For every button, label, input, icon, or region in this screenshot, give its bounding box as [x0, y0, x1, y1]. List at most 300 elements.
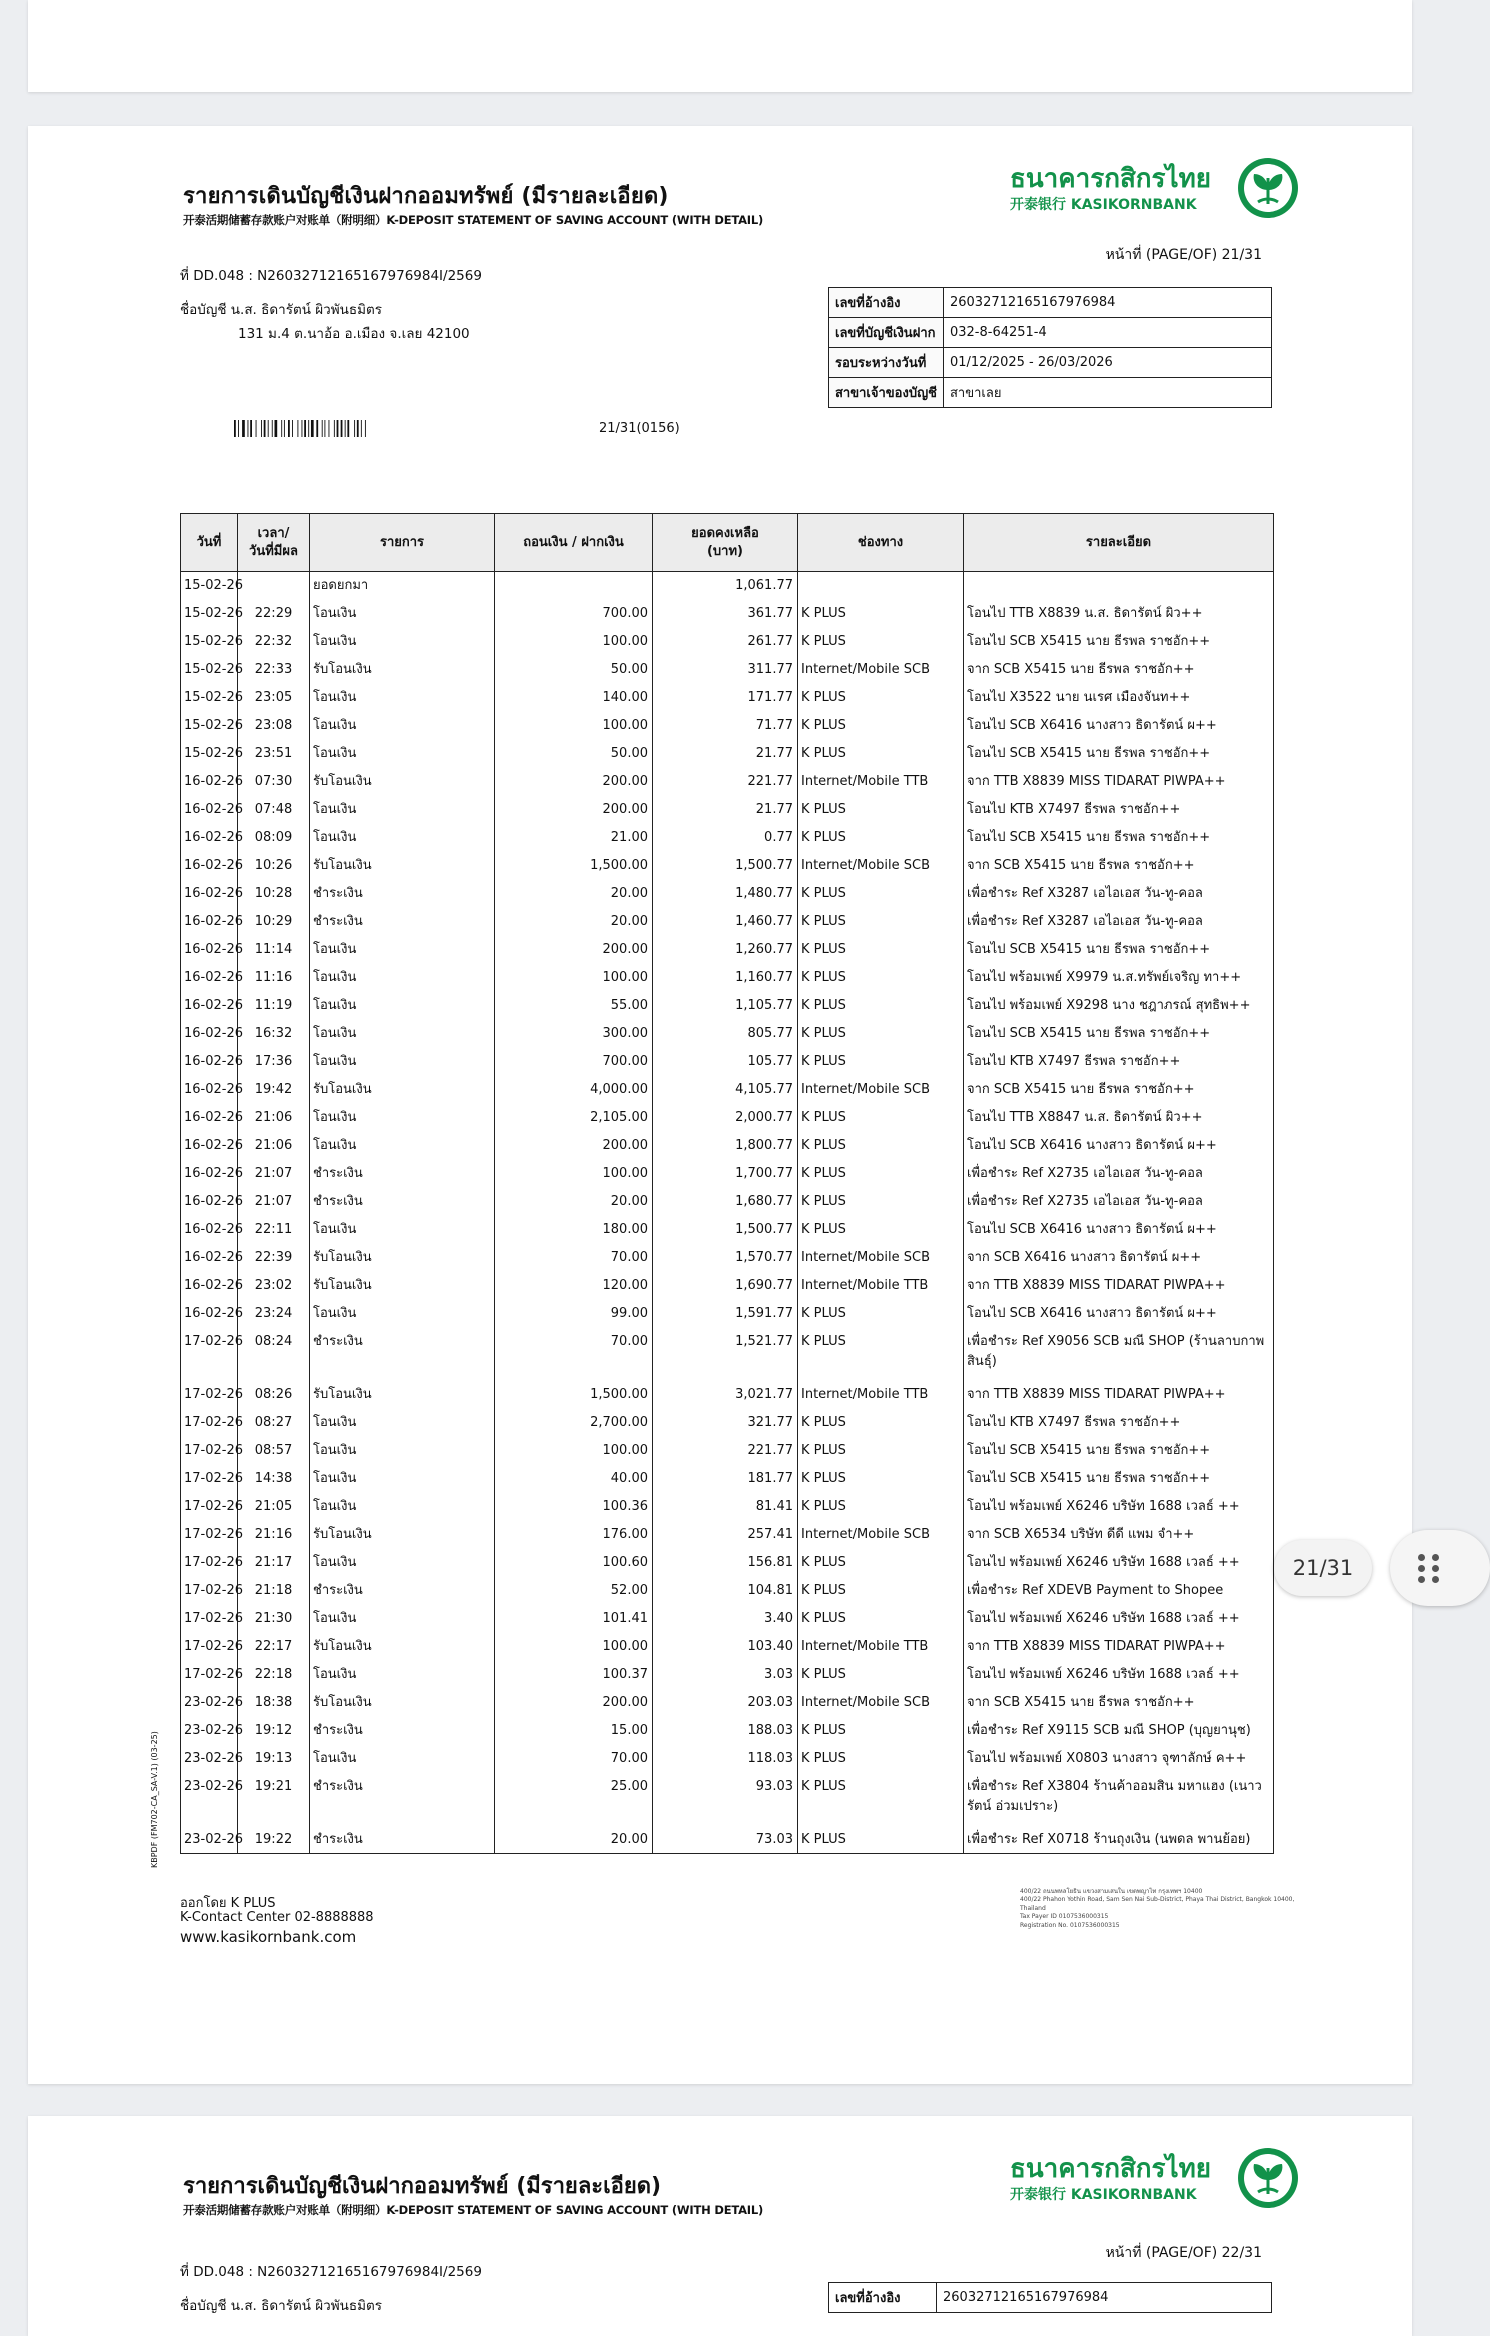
- table-row: [181, 1244, 1274, 1272]
- row-date: 16-02-26: [181, 1160, 238, 1188]
- row-amount: 100.37: [495, 1661, 653, 1689]
- row-detail: โอนไป TTB X8847 น.ส. ธิดารัตน์ ผิว++: [964, 1104, 1274, 1132]
- row-amount: 20.00: [495, 908, 653, 936]
- row-time: 23:02: [238, 1272, 310, 1300]
- transactions-table: [180, 513, 1274, 1854]
- row-date: 16-02-26: [181, 824, 238, 852]
- table-row: [181, 656, 1274, 684]
- row-time: 21:16: [238, 1521, 310, 1549]
- row-description: โอนเงิน: [310, 992, 495, 1020]
- row-date: 16-02-26: [181, 1132, 238, 1160]
- row-balance: 221.77: [653, 768, 798, 796]
- row-time: 19:22: [238, 1826, 310, 1854]
- row-channel: Internet/Mobile TTB: [798, 1381, 964, 1409]
- table-row: [181, 1773, 1274, 1826]
- row-time: 22:17: [238, 1633, 310, 1661]
- row-date: 16-02-26: [181, 964, 238, 992]
- row-balance: 1,061.77: [653, 572, 798, 600]
- row-description: โอนเงิน: [310, 796, 495, 824]
- row-time: 07:30: [238, 768, 310, 796]
- row-detail: เพื่อชำระ Ref X3287 เอไอเอส วัน-ทู-คอล: [964, 880, 1274, 908]
- row-date: 15-02-26: [181, 656, 238, 684]
- row-amount: 140.00: [495, 684, 653, 712]
- row-time: 19:13: [238, 1745, 310, 1773]
- row-time: 22:29: [238, 600, 310, 628]
- col-header-desc: รายการ: [310, 514, 495, 572]
- row-description: ชำระเงิน: [310, 908, 495, 936]
- account-info-box: [828, 287, 1272, 408]
- row-time: 23:51: [238, 740, 310, 768]
- next-account-name: ชื่อบัญชี น.ส. ธิดารัตน์ ผิวพันธมิตร: [180, 2298, 383, 2314]
- row-detail: เพื่อชำระ Ref XDEVB Payment to Shopee: [964, 1577, 1274, 1605]
- table-row: [181, 1020, 1274, 1048]
- row-amount: 200.00: [495, 1132, 653, 1160]
- row-time: 11:16: [238, 964, 310, 992]
- table-row: [181, 572, 1274, 600]
- table-row: [181, 908, 1274, 936]
- row-date: 15-02-26: [181, 684, 238, 712]
- row-time: 08:57: [238, 1437, 310, 1465]
- address-line: 400/22 Phahon Yothin Road, Sam Sen Nai Sub-District, Phaya Thai District, Bangkok 10400, Thailand: [1020, 1896, 1295, 1912]
- row-balance: 93.03: [653, 1773, 798, 1826]
- row-balance: 1,105.77: [653, 992, 798, 1020]
- row-detail: โอนไป SCB X6416 นางสาว ธิดารัตน์ ผ++: [964, 1216, 1274, 1244]
- row-amount: 1,500.00: [495, 1381, 653, 1409]
- row-balance: 221.77: [653, 1437, 798, 1465]
- row-time: 21:30: [238, 1605, 310, 1633]
- row-time: 21:17: [238, 1549, 310, 1577]
- row-time: 11:14: [238, 936, 310, 964]
- row-amount: 300.00: [495, 1020, 653, 1048]
- drag-dots-icon[interactable]: [1390, 1530, 1490, 1606]
- account-label: เลขที่บัญชีเงินฝาก: [829, 318, 944, 348]
- row-balance: 1,480.77: [653, 880, 798, 908]
- table-row: [181, 796, 1274, 824]
- table-row: [181, 1549, 1274, 1577]
- row-channel: K PLUS: [798, 1826, 964, 1854]
- row-detail: โอนไป พร้อมเพย์ X9298 นาง ชฎาภรณ์ สุทธิพ++: [964, 992, 1274, 1020]
- account-name: ชื่อบัญชี น.ส. ธิดารัตน์ ผิวพันธมิตร: [180, 302, 383, 318]
- row-date: 15-02-26: [181, 628, 238, 656]
- row-time: 23:08: [238, 712, 310, 740]
- row-balance: 118.03: [653, 1745, 798, 1773]
- table-row: [181, 880, 1274, 908]
- row-time: 10:29: [238, 908, 310, 936]
- row-time: 22:32: [238, 628, 310, 656]
- row-balance: 1,680.77: [653, 1188, 798, 1216]
- row-balance: 104.81: [653, 1577, 798, 1605]
- row-balance: 71.77: [653, 712, 798, 740]
- row-description: โอนเงิน: [310, 628, 495, 656]
- row-channel: K PLUS: [798, 712, 964, 740]
- row-description: โอนเงิน: [310, 1493, 495, 1521]
- table-row: [181, 1465, 1274, 1493]
- row-channel: K PLUS: [798, 1188, 964, 1216]
- row-date: 23-02-26: [181, 1745, 238, 1773]
- bank-name-en: 开泰银行 KASIKORNBANK: [1010, 2187, 1197, 2203]
- row-description: โอนเงิน: [310, 1605, 495, 1633]
- row-date: 17-02-26: [181, 1577, 238, 1605]
- row-balance: 1,260.77: [653, 936, 798, 964]
- row-amount: 200.00: [495, 936, 653, 964]
- row-detail: เพื่อชำระ Ref X9115 SCB มณี SHOP (บุญยานุช): [964, 1717, 1274, 1745]
- row-amount: 176.00: [495, 1521, 653, 1549]
- row-date: 16-02-26: [181, 936, 238, 964]
- row-detail: จาก SCB X5415 นาย ธีรพล ราชอัก++: [964, 1689, 1274, 1717]
- period-value: 01/12/2025 - 26/03/2026: [943, 348, 1271, 378]
- row-balance: 21.77: [653, 740, 798, 768]
- table-row: [181, 852, 1274, 880]
- row-amount: 70.00: [495, 1328, 653, 1381]
- row-date: 16-02-26: [181, 1300, 238, 1328]
- row-channel: K PLUS: [798, 1216, 964, 1244]
- row-balance: 2,000.77: [653, 1104, 798, 1132]
- row-balance: 1,690.77: [653, 1272, 798, 1300]
- row-detail: โอนไป SCB X6416 นางสาว ธิดารัตน์ ผ++: [964, 1132, 1274, 1160]
- row-channel: K PLUS: [798, 1605, 964, 1633]
- branch-label: สาขาเจ้าของบัญชี: [829, 378, 944, 408]
- table-row: [181, 1381, 1274, 1409]
- row-date: 17-02-26: [181, 1437, 238, 1465]
- table-row: [181, 1521, 1274, 1549]
- row-amount: 100.00: [495, 1633, 653, 1661]
- row-date: 16-02-26: [181, 908, 238, 936]
- barcode-reference: 21/31(0156): [599, 421, 680, 436]
- row-channel: K PLUS: [798, 1717, 964, 1745]
- row-description: รับโอนเงิน: [310, 1689, 495, 1717]
- table-row: [181, 1132, 1274, 1160]
- row-date: 16-02-26: [181, 1188, 238, 1216]
- next-page-number: หน้าที่ (PAGE/OF) 22/31: [1105, 2245, 1262, 2261]
- row-detail: โอนไป SCB X6416 นางสาว ธิดารัตน์ ผ++: [964, 712, 1274, 740]
- bank-logo: [1010, 156, 1300, 226]
- table-row: [181, 1104, 1274, 1132]
- row-balance: 1,160.77: [653, 964, 798, 992]
- row-balance: 105.77: [653, 1048, 798, 1076]
- row-balance: 361.77: [653, 600, 798, 628]
- row-time: 22:39: [238, 1244, 310, 1272]
- row-description: โอนเงิน: [310, 1549, 495, 1577]
- row-channel: Internet/Mobile TTB: [798, 1272, 964, 1300]
- row-amount: 2,105.00: [495, 1104, 653, 1132]
- table-row: [181, 936, 1274, 964]
- row-detail: โอนไป TTB X8839 น.ส. ธิดารัตน์ ผิว++: [964, 600, 1274, 628]
- row-detail: โอนไป SCB X5415 นาย ธีรพล ราชอัก++: [964, 1437, 1274, 1465]
- contact-center: K-Contact Center 02-8888888: [180, 1910, 374, 1925]
- row-balance: 21.77: [653, 796, 798, 824]
- ref-value: 26032712165167976984: [943, 288, 1271, 318]
- table-row: [181, 1577, 1274, 1605]
- row-amount: 50.00: [495, 740, 653, 768]
- row-date: 16-02-26: [181, 1272, 238, 1300]
- row-balance: 1,500.77: [653, 1216, 798, 1244]
- row-channel: K PLUS: [798, 1020, 964, 1048]
- row-description: โอนเงิน: [310, 740, 495, 768]
- row-description: ชำระเงิน: [310, 880, 495, 908]
- col-header-balance: ยอดคงเหลือ (บาท): [653, 514, 798, 572]
- row-detail: โอนไป SCB X5415 นาย ธีรพล ราชอัก++: [964, 936, 1274, 964]
- row-amount: 25.00: [495, 1773, 653, 1826]
- row-time: 11:19: [238, 992, 310, 1020]
- row-time: 18:38: [238, 1689, 310, 1717]
- row-amount: 700.00: [495, 600, 653, 628]
- row-balance: 1,570.77: [653, 1244, 798, 1272]
- row-description: รับโอนเงิน: [310, 656, 495, 684]
- row-channel: Internet/Mobile SCB: [798, 1521, 964, 1549]
- table-row: [181, 1745, 1274, 1773]
- col-header-date: วันที่: [181, 514, 238, 572]
- row-detail: เพื่อชำระ Ref X0718 ร้านถุงเงิน (นพดล พานย้อย): [964, 1826, 1274, 1854]
- row-detail: จาก SCB X6416 นางสาว ธิดารัตน์ ผ++: [964, 1244, 1274, 1272]
- row-description: รับโอนเงิน: [310, 1244, 495, 1272]
- row-amount: 40.00: [495, 1465, 653, 1493]
- row-amount: 2,700.00: [495, 1409, 653, 1437]
- row-detail: โอนไป SCB X5415 นาย ธีรพล ราชอัก++: [964, 1465, 1274, 1493]
- page-indicator[interactable]: 21/31: [1274, 1540, 1372, 1596]
- kasikorn-seal-icon: [1236, 156, 1300, 220]
- row-description: รับโอนเงิน: [310, 852, 495, 880]
- row-time: 21:07: [238, 1160, 310, 1188]
- row-amount: 4,000.00: [495, 1076, 653, 1104]
- row-amount: 100.00: [495, 712, 653, 740]
- row-description: โอนเงิน: [310, 684, 495, 712]
- row-detail: โอนไป SCB X5415 นาย ธีรพล ราชอัก++: [964, 740, 1274, 768]
- row-description: ชำระเงิน: [310, 1826, 495, 1854]
- row-description: โอนเงิน: [310, 1465, 495, 1493]
- table-row: [181, 628, 1274, 656]
- col-header-channel: ช่องทาง: [798, 514, 964, 572]
- row-time: 08:09: [238, 824, 310, 852]
- row-channel: K PLUS: [798, 964, 964, 992]
- row-date: 17-02-26: [181, 1493, 238, 1521]
- row-detail: โอนไป พร้อมเพย์ X6246 บริษัท 1688 เวลธ์ ++: [964, 1661, 1274, 1689]
- transactions-body: [181, 572, 1274, 1854]
- ref-label: เลขที่อ้างอิง: [829, 288, 944, 318]
- row-description: ยอดยกมา: [310, 572, 495, 600]
- account-address: 131 ม.4 ต.นาอ้อ อ.เมือง จ.เลย 42100: [238, 326, 470, 342]
- row-amount: 100.00: [495, 1437, 653, 1465]
- row-detail: โอนไป SCB X5415 นาย ธีรพล ราชอัก++: [964, 1020, 1274, 1048]
- row-date: 15-02-26: [181, 600, 238, 628]
- row-channel: K PLUS: [798, 880, 964, 908]
- table-row: [181, 1300, 1274, 1328]
- row-date: 17-02-26: [181, 1633, 238, 1661]
- row-amount: [495, 572, 653, 600]
- row-description: โอนเงิน: [310, 1132, 495, 1160]
- row-date: 17-02-26: [181, 1328, 238, 1381]
- row-time: 21:05: [238, 1493, 310, 1521]
- row-time: 08:27: [238, 1409, 310, 1437]
- table-header-row: [181, 514, 1274, 572]
- row-channel: Internet/Mobile SCB: [798, 1244, 964, 1272]
- row-description: โอนเงิน: [310, 824, 495, 852]
- row-description: โอนเงิน: [310, 1216, 495, 1244]
- row-amount: 200.00: [495, 1689, 653, 1717]
- row-channel: K PLUS: [798, 796, 964, 824]
- col-header-detail: รายละเอียด: [964, 514, 1274, 572]
- row-balance: 203.03: [653, 1689, 798, 1717]
- row-description: โอนเงิน: [310, 1048, 495, 1076]
- row-detail: จาก TTB X8839 MISS TIDARAT PIWPA++: [964, 1633, 1274, 1661]
- table-row: [181, 600, 1274, 628]
- row-balance: 81.41: [653, 1493, 798, 1521]
- row-time: 21:07: [238, 1188, 310, 1216]
- table-row: [181, 1605, 1274, 1633]
- row-amount: 15.00: [495, 1717, 653, 1745]
- statement-page: [28, 126, 1412, 2084]
- table-row: [181, 1216, 1274, 1244]
- row-time: 21:06: [238, 1132, 310, 1160]
- row-detail: โอนไป KTB X7497 ธีรพล ราชอัก++: [964, 1409, 1274, 1437]
- row-description: ชำระเงิน: [310, 1577, 495, 1605]
- row-date: 17-02-26: [181, 1661, 238, 1689]
- row-time: 23:05: [238, 684, 310, 712]
- row-description: รับโอนเงิน: [310, 1076, 495, 1104]
- row-date: 16-02-26: [181, 1216, 238, 1244]
- bank-name-en: 开泰银行 KASIKORNBANK: [1010, 197, 1197, 213]
- table-row: [181, 1272, 1274, 1300]
- row-date: 16-02-26: [181, 992, 238, 1020]
- row-time: 07:48: [238, 796, 310, 824]
- website: www.kasikornbank.com: [180, 1928, 357, 1946]
- row-description: โอนเงิน: [310, 1661, 495, 1689]
- row-description: ชำระเงิน: [310, 1188, 495, 1216]
- row-amount: 52.00: [495, 1577, 653, 1605]
- row-date: 15-02-26: [181, 740, 238, 768]
- row-date: 16-02-26: [181, 1076, 238, 1104]
- previous-page: [28, 0, 1412, 92]
- table-row: [181, 1076, 1274, 1104]
- next-page-title: รายการเดินบัญชีเงินฝากออมทรัพย์ (มีรายละเอียด): [183, 2174, 662, 2199]
- row-channel: [798, 572, 964, 600]
- row-detail: โอนไป พร้อมเพย์ X6246 บริษัท 1688 เวลธ์ ++: [964, 1549, 1274, 1577]
- row-balance: 73.03: [653, 1826, 798, 1854]
- row-description: โอนเงิน: [310, 1020, 495, 1048]
- row-amount: 55.00: [495, 992, 653, 1020]
- row-description: ชำระเงิน: [310, 1717, 495, 1745]
- row-date: 17-02-26: [181, 1549, 238, 1577]
- ref-label: เลขที่อ้างอิง: [829, 2283, 937, 2313]
- row-date: 16-02-26: [181, 796, 238, 824]
- row-channel: K PLUS: [798, 1132, 964, 1160]
- next-statement-page: [28, 2116, 1412, 2336]
- page-title: รายการเดินบัญชีเงินฝากออมทรัพย์ (มีรายละเอียด): [183, 184, 669, 209]
- row-amount: 70.00: [495, 1745, 653, 1773]
- row-amount: 120.00: [495, 1272, 653, 1300]
- next-page-subtitle: 开泰活期储蓄存款账户对账单（附明细）K-DEPOSIT STATEMENT OF SAVING ACCOUNT (WITH DETAIL): [183, 2203, 764, 2217]
- row-time: 22:33: [238, 656, 310, 684]
- row-detail: โอนไป SCB X6416 นางสาว ธิดารัตน์ ผ++: [964, 1300, 1274, 1328]
- row-balance: 3.03: [653, 1661, 798, 1689]
- row-amount: 20.00: [495, 880, 653, 908]
- row-channel: K PLUS: [798, 1409, 964, 1437]
- row-amount: 100.36: [495, 1493, 653, 1521]
- table-row: [181, 1661, 1274, 1689]
- row-time: 19:42: [238, 1076, 310, 1104]
- row-channel: K PLUS: [798, 600, 964, 628]
- row-amount: 700.00: [495, 1048, 653, 1076]
- row-balance: 1,460.77: [653, 908, 798, 936]
- row-channel: K PLUS: [798, 1773, 964, 1826]
- row-balance: 188.03: [653, 1717, 798, 1745]
- col-header-time: เวลา/ วันที่มีผล: [238, 514, 310, 572]
- next-document-number: ที่ DD.048 : N26032712165167976984I/2569: [180, 2264, 482, 2280]
- row-time: 10:28: [238, 880, 310, 908]
- row-balance: 257.41: [653, 1521, 798, 1549]
- row-detail: โอนไป KTB X7497 ธีรพล ราชอัก++: [964, 796, 1274, 824]
- row-detail: เพื่อชำระ Ref X9056 SCB มณี SHOP (ร้านลาบกาพสินธุ์): [964, 1328, 1274, 1381]
- row-date: 15-02-26: [181, 712, 238, 740]
- table-row: [181, 712, 1274, 740]
- row-balance: 1,700.77: [653, 1160, 798, 1188]
- row-balance: 1,500.77: [653, 852, 798, 880]
- page-subtitle: 开泰活期储蓄存款账户对账单（附明细）K-DEPOSIT STATEMENT OF SAVING ACCOUNT (WITH DETAIL): [183, 213, 764, 227]
- bank-name-th: ธนาคารกสิกรไทย: [1010, 164, 1211, 194]
- row-date: 17-02-26: [181, 1465, 238, 1493]
- row-detail: โอนไป SCB X5415 นาย ธีรพล ราชอัก++: [964, 824, 1274, 852]
- row-detail: [964, 572, 1274, 600]
- row-channel: K PLUS: [798, 740, 964, 768]
- row-detail: จาก SCB X5415 นาย ธีรพล ราชอัก++: [964, 1076, 1274, 1104]
- table-row: [181, 1188, 1274, 1216]
- row-time: [238, 572, 310, 600]
- row-description: ชำระเงิน: [310, 1773, 495, 1826]
- table-row: [181, 992, 1274, 1020]
- row-description: โอนเงิน: [310, 1409, 495, 1437]
- row-description: โอนเงิน: [310, 1437, 495, 1465]
- row-description: รับโอนเงิน: [310, 1272, 495, 1300]
- row-time: 08:26: [238, 1381, 310, 1409]
- row-detail: จาก SCB X5415 นาย ธีรพล ราชอัก++: [964, 852, 1274, 880]
- row-balance: 1,521.77: [653, 1328, 798, 1381]
- row-date: 16-02-26: [181, 1244, 238, 1272]
- kasikorn-seal-icon: [1236, 2146, 1300, 2210]
- table-row: [181, 1717, 1274, 1745]
- row-date: 23-02-26: [181, 1773, 238, 1826]
- row-channel: Internet/Mobile SCB: [798, 1689, 964, 1717]
- row-detail: เพื่อชำระ Ref X2735 เอไอเอส วัน-ทู-คอล: [964, 1160, 1274, 1188]
- row-balance: 4,105.77: [653, 1076, 798, 1104]
- account-value: 032-8-64251-4: [943, 318, 1271, 348]
- table-row: [181, 1328, 1274, 1381]
- row-detail: โอนไป พร้อมเพย์ X6246 บริษัท 1688 เวลธ์ ++: [964, 1493, 1274, 1521]
- row-description: โอนเงิน: [310, 964, 495, 992]
- row-channel: Internet/Mobile SCB: [798, 852, 964, 880]
- row-balance: 3,021.77: [653, 1381, 798, 1409]
- row-balance: 181.77: [653, 1465, 798, 1493]
- table-row: [181, 1048, 1274, 1076]
- barcode: [234, 420, 456, 437]
- row-time: 23:24: [238, 1300, 310, 1328]
- table-row: [181, 1437, 1274, 1465]
- row-channel: K PLUS: [798, 1300, 964, 1328]
- row-description: รับโอนเงิน: [310, 1521, 495, 1549]
- row-amount: 100.00: [495, 628, 653, 656]
- bank-address: [1020, 1888, 1300, 1930]
- row-balance: 103.40: [653, 1633, 798, 1661]
- ref-value: 26032712165167976984: [937, 2283, 1272, 2313]
- row-balance: 261.77: [653, 628, 798, 656]
- row-date: 23-02-26: [181, 1826, 238, 1854]
- row-channel: K PLUS: [798, 1745, 964, 1773]
- row-channel: K PLUS: [798, 936, 964, 964]
- row-channel: K PLUS: [798, 1549, 964, 1577]
- row-description: โอนเงิน: [310, 936, 495, 964]
- row-date: 16-02-26: [181, 880, 238, 908]
- row-time: 08:24: [238, 1328, 310, 1381]
- table-row: [181, 964, 1274, 992]
- next-bank-logo: [1010, 2146, 1300, 2216]
